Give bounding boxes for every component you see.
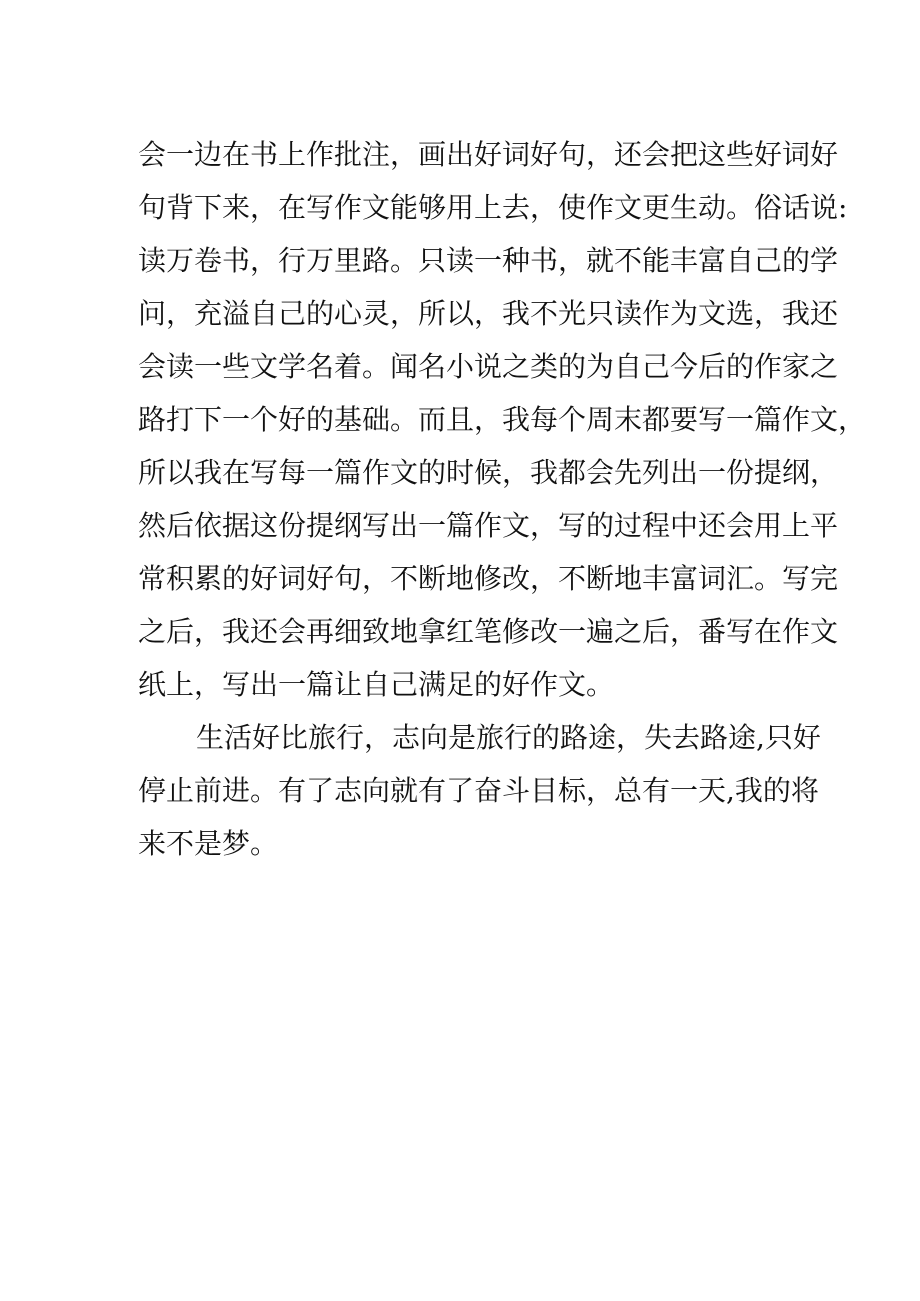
paragraph-line: 来不是梦。: [138, 827, 279, 860]
paragraph-line: 会一边在书上作批注，画出好词好句，还会把这些好词好: [138, 138, 839, 171]
paragraph-line: 问，充溢自己的心灵，所以，我不光只读作为文选，我还: [138, 297, 839, 330]
document-body: [138, 128, 867, 870]
paragraph-line: 句背下来，在写作文能够用上去，使作文更生动。俗话说:: [138, 191, 848, 224]
paragraph-1: [138, 128, 867, 711]
paragraph-line: 纸上，写出一篇让自己满足的好作文。: [138, 668, 615, 701]
paragraph-line: 停止前进。有了志向就有了奋斗目标，总有一天,我的将: [138, 774, 819, 807]
paragraph-line: 常积累的好词好句，不断地修改，不断地丰富词汇。写完: [138, 562, 839, 595]
paragraph-line: 所以我在写每一篇作文的时候，我都会先列出一份提纲，: [138, 456, 839, 489]
paragraph-line: 读万卷书，行万里路。只读一种书，就不能丰富自己的学: [138, 244, 839, 277]
paragraph-line: 路打下一个好的基础。而且，我每个周末都要写一篇作文，: [138, 403, 867, 436]
paragraph-line: 然后依据这份提纲写出一篇作文，写的过程中还会用上平: [138, 509, 839, 542]
paragraph-line: 之后，我还会再细致地拿红笔修改一遍之后，番写在作文: [138, 615, 839, 648]
paragraph-line: 会读一些文学名着。闻名小说之类的为自己今后的作家之: [138, 350, 839, 383]
paragraph-line: 生活好比旅行，志向是旅行的路途，失去路途,只好: [196, 721, 821, 754]
paragraph-2: [138, 711, 821, 870]
